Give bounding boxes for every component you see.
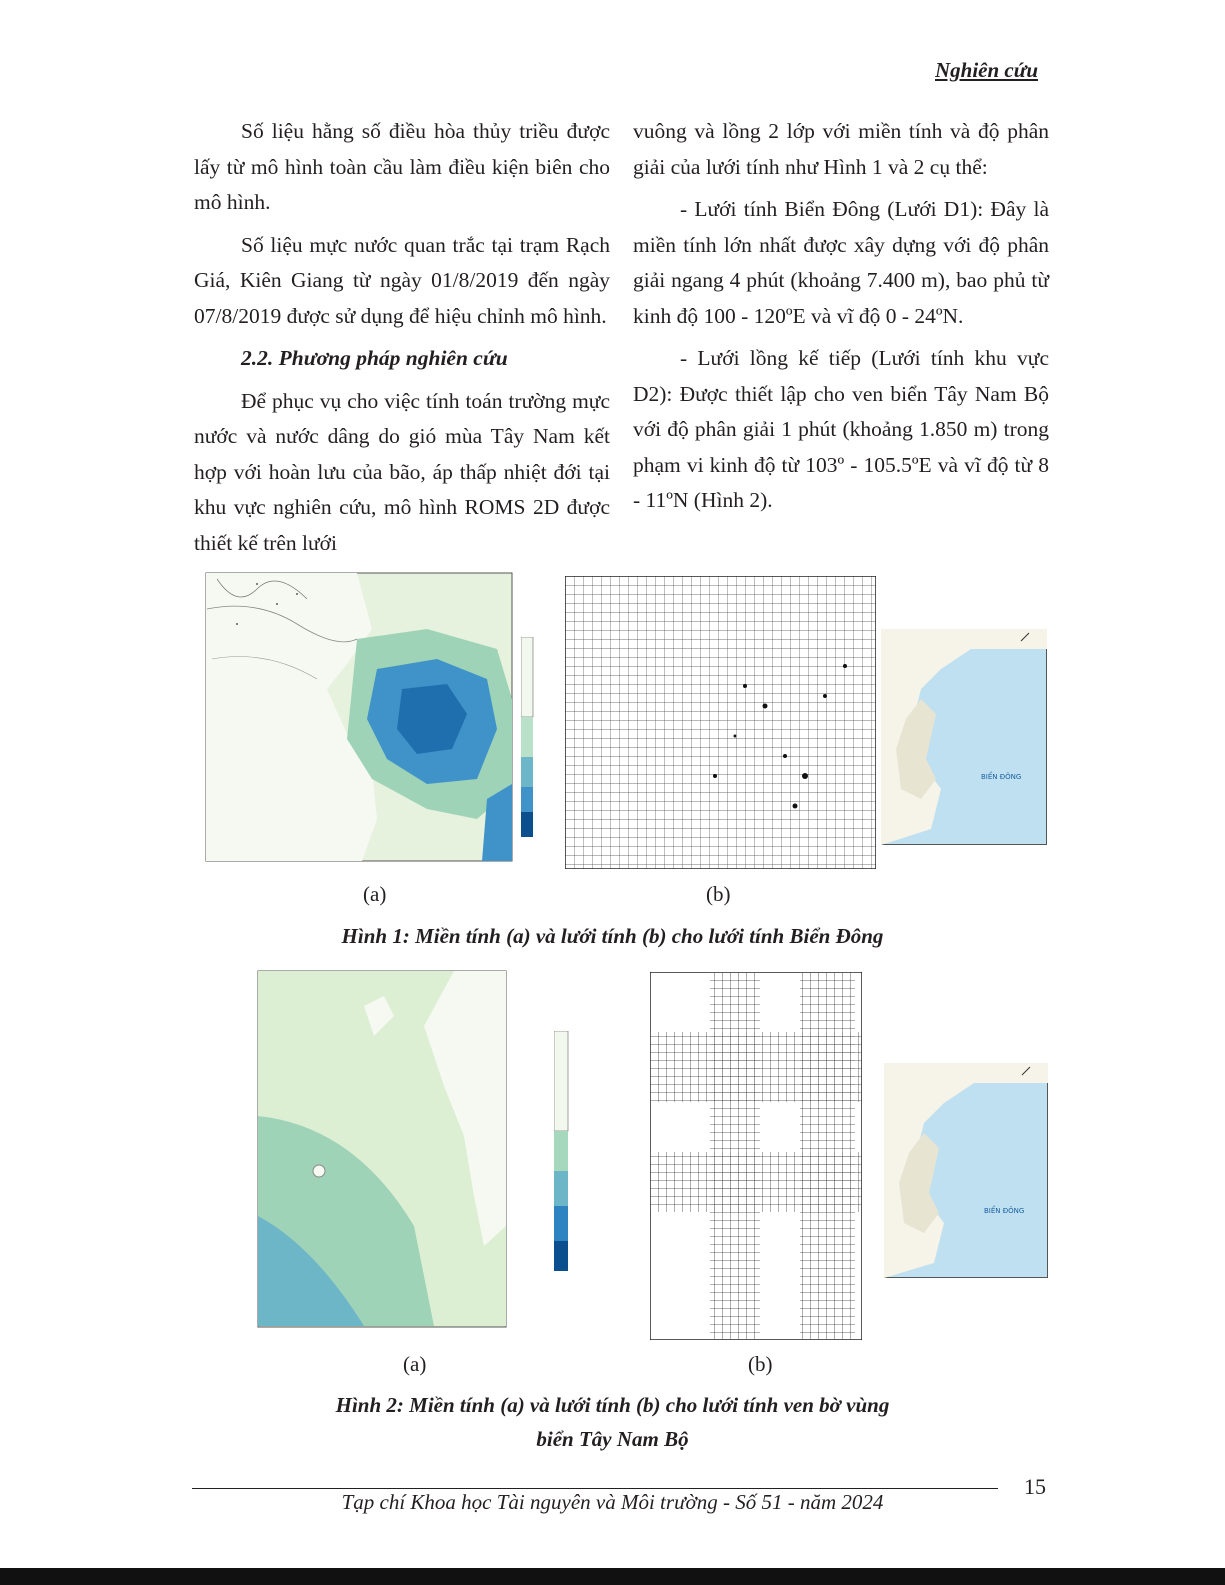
figure1-colorbar xyxy=(521,637,541,837)
footer-rule xyxy=(192,1488,998,1489)
paragraph: Số liệu hằng số điều hòa thủy triều được lấy từ mô hình toàn cầu làm điều kiện biên cho mô hình. xyxy=(194,119,610,214)
paragraph: Để phục vụ cho việc tính toán trường mực nước và nước dâng do gió mùa Tây Nam kết hợp với hoàn lưu của bão, áp thấp nhiệt đới tại khu vực nghiên cứu, mô hình ROMS 2D được thiết kế trên lưới xyxy=(194,388,610,555)
subfigure-label: (b) xyxy=(748,1352,773,1376)
paragraph: - Lưới tính Biển Đông (Lưới D1): Đây là miền tính lớn nhất được xây dựng với độ phân giải ngang 4 phút (khoảng 7.400 m), bao phủ từ kinh độ 100 - 120ºE và vĩ độ 0 - 24ºN. xyxy=(633,197,1049,328)
subfigure-label: (a) xyxy=(403,1352,427,1376)
subfigure-label: (a) xyxy=(363,882,387,906)
figure2-grid xyxy=(650,972,862,1340)
sea-label: BIỂN ĐÔNG xyxy=(981,773,1022,781)
figure2-domain-map xyxy=(244,966,522,1342)
subfigure-label: (b) xyxy=(706,882,731,906)
journal-footer: Tạp chí Khoa học Tài nguyên và Môi trường - Số 51 - năm 2024 xyxy=(341,1490,884,1514)
sea-label: BIỂN ĐÔNG xyxy=(984,1207,1025,1215)
page-number: 15 xyxy=(1024,1474,1046,1499)
scan-edge xyxy=(0,1568,1225,1585)
figure1-grid xyxy=(565,576,876,869)
paragraph: - Lưới lồng kế tiếp (Lưới tính khu vực D2): Được thiết lập cho ven biển Tây Nam Bộ với độ phân giải 1 phút (khoảng 1.850 m) trong phạm vi kinh độ từ 103º - 105.5ºE và vĩ độ từ 8 - 11ºN (Hình 2). xyxy=(633,346,1049,512)
section-header: Nghiên cứu xyxy=(935,58,1039,82)
figure2-location-map xyxy=(884,1063,1048,1278)
figure1-caption: Hình 1: Miền tính (a) và lưới tính (b) cho lưới tính Biển Đông xyxy=(341,924,884,948)
paragraph: vuông và lồng 2 lớp với miền tính và độ phân giải của lưới tính như Hình 1 và 2 cụ thể: xyxy=(633,119,1049,179)
paragraph: Số liệu mực nước quan trắc tại trạm Rạch Giá, Kiên Giang từ ngày 01/8/2019 đến ngày 07/8/2019 được sử dụng để hiệu chỉnh mô hình. xyxy=(194,232,610,328)
figure2-colorbar xyxy=(554,1031,574,1271)
figure2-caption-continued: biển Tây Nam Bộ xyxy=(536,1427,689,1451)
figure2-caption: Hình 2: Miền tính (a) và lưới tính (b) cho lưới tính ven bờ vùng xyxy=(335,1393,890,1417)
section-heading: 2.2. Phương pháp nghiên cứu xyxy=(241,346,508,370)
figure1-domain-map xyxy=(197,569,525,874)
right-column xyxy=(633,114,1049,526)
figure1-location-map xyxy=(881,629,1047,845)
left-column xyxy=(194,114,610,568)
